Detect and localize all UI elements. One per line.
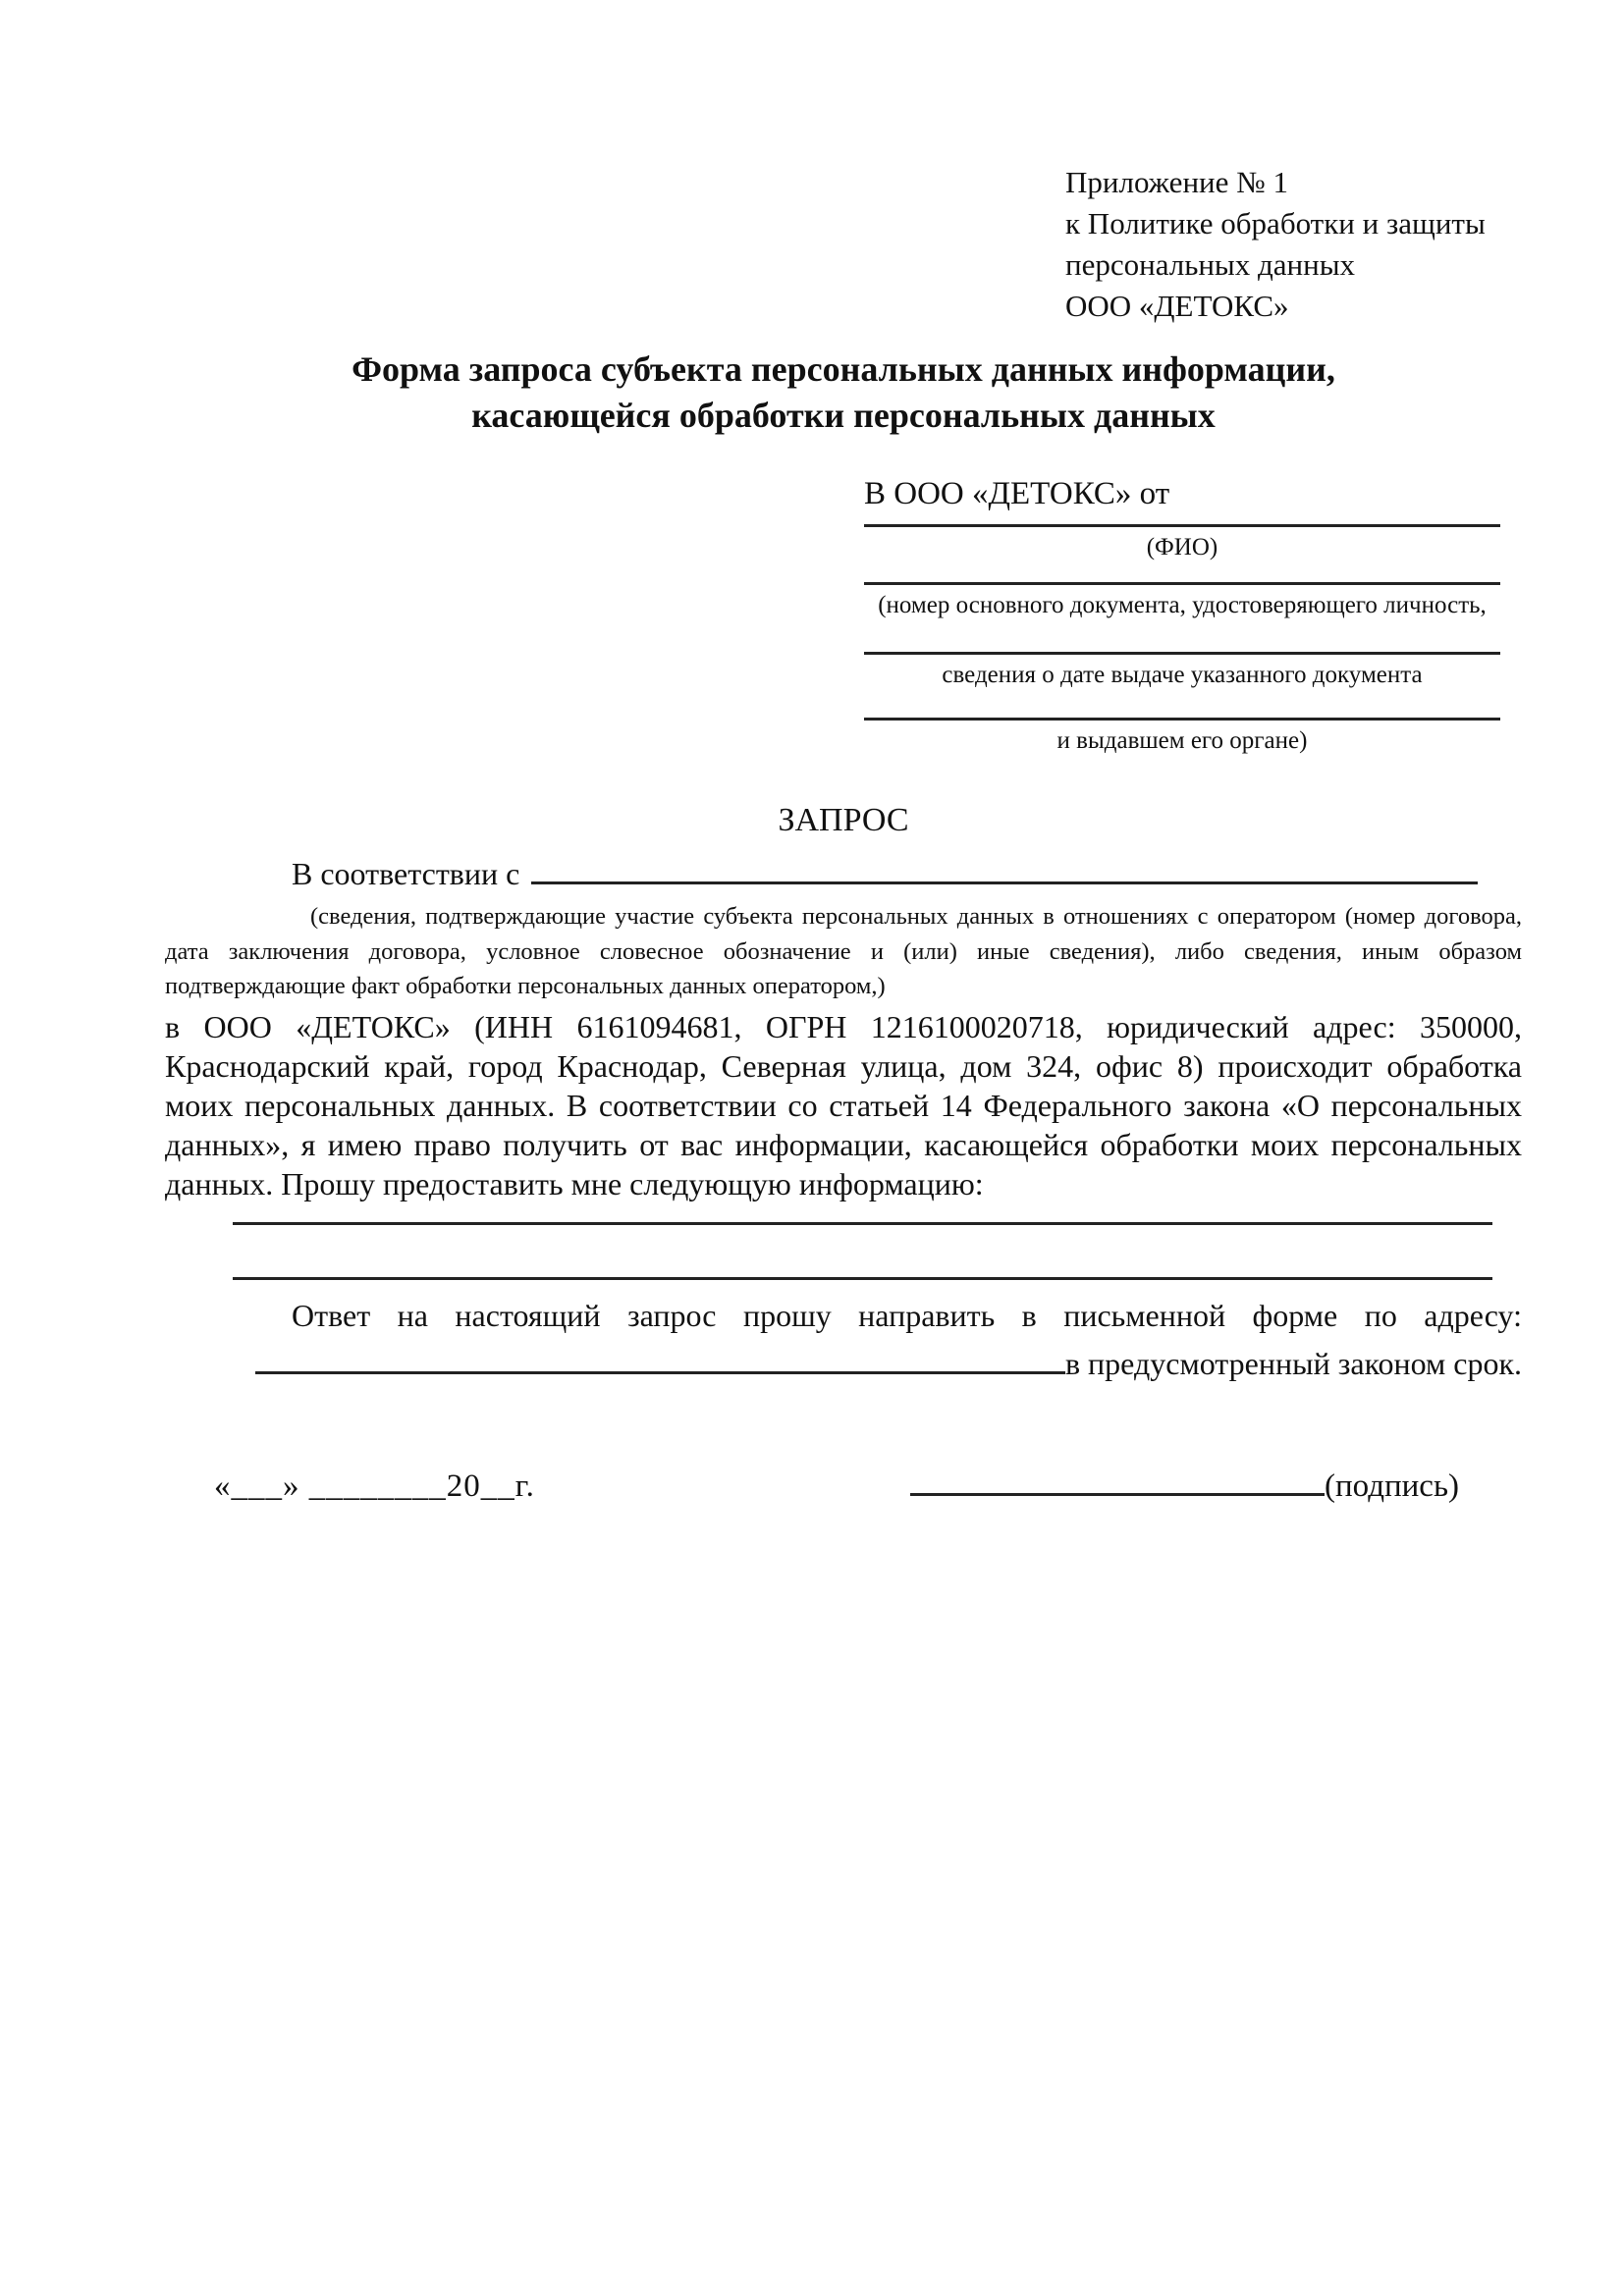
basis-blank-field[interactable] bbox=[531, 851, 1478, 884]
fio-caption: (ФИО) bbox=[1146, 534, 1218, 561]
page-title bbox=[165, 347, 1522, 439]
appendix-line: персональных данных bbox=[1065, 247, 1356, 282]
issuing-authority-caption: и выдавшем его органе) bbox=[1056, 727, 1308, 754]
issuing-authority-blank-field[interactable] bbox=[864, 691, 1500, 721]
addressee-block bbox=[864, 474, 1500, 757]
document-number-blank-field[interactable] bbox=[864, 563, 1500, 585]
signature-caption: (подпись) bbox=[1325, 1468, 1459, 1504]
appendix-line: ООО «ДЕТОКС» bbox=[1065, 289, 1289, 323]
page-title-line: касающейся обработки персональных данных bbox=[471, 396, 1216, 435]
address-blank-field[interactable] bbox=[255, 1341, 1065, 1374]
information-blank-line-2[interactable] bbox=[233, 1225, 1492, 1280]
issue-date-caption: сведения о дате выдаче указанного документа bbox=[942, 662, 1423, 688]
signature-blank-field[interactable] bbox=[910, 1467, 1325, 1496]
opening-text: В соответствии с bbox=[292, 856, 520, 891]
appendix-line: Приложение № 1 bbox=[1065, 165, 1288, 199]
address-row bbox=[165, 1341, 1522, 1383]
issue-date-blank-field[interactable] bbox=[864, 621, 1500, 655]
response-tail-text: в предусмотренный законом срок. bbox=[1064, 1345, 1522, 1381]
fio-blank-field[interactable] bbox=[864, 513, 1500, 527]
appendix-line: к Политике обработки и защиты bbox=[1065, 206, 1486, 240]
request-heading: ЗАПРОС bbox=[778, 802, 909, 838]
response-paragraph: Ответ на настоящий запрос прошу направить в письменной форме по адресу: bbox=[292, 1297, 1522, 1333]
information-blank-line-1[interactable] bbox=[233, 1203, 1492, 1225]
addressee-to-line: В ООО «ДЕТОКС» от bbox=[864, 476, 1170, 511]
footer-row bbox=[165, 1466, 1522, 1507]
date-field[interactable]: «___» ________20__г. bbox=[214, 1468, 535, 1504]
document-number-caption: (номер основного документа, удостоверяющего личность, bbox=[878, 592, 1487, 618]
appendix-header bbox=[1065, 162, 1522, 327]
page-title-line: Форма запроса субъекта персональных данных информации, bbox=[352, 349, 1335, 389]
opening-row bbox=[165, 851, 1522, 893]
signature-group bbox=[910, 1466, 1459, 1507]
body-paragraph: в ООО «ДЕТОКС» (ИНН 6161094681, ОГРН 1216100020718, юридический адрес: 350000, Краснодарский край, город Краснодар, Северная улица, дом 324, офис 8) происходит обработка моих персональных данных. В соответствии со статьей 14 Федерального закона «О персональных данных», я имею право получить от вас информации, касающейся обработки моих персональных данных. Прошу предоставить мне следующую информацию: bbox=[165, 1008, 1522, 1201]
note-text: (сведения, подтверждающие участие субъекта персональных данных в отношениях с оператором (номер договора, дата заключения договора, условное словесное обозначение и (или) иные сведения), либо сведения, иным образом подтверждающие факт обработки персональных данных оператором,) bbox=[165, 903, 1522, 999]
